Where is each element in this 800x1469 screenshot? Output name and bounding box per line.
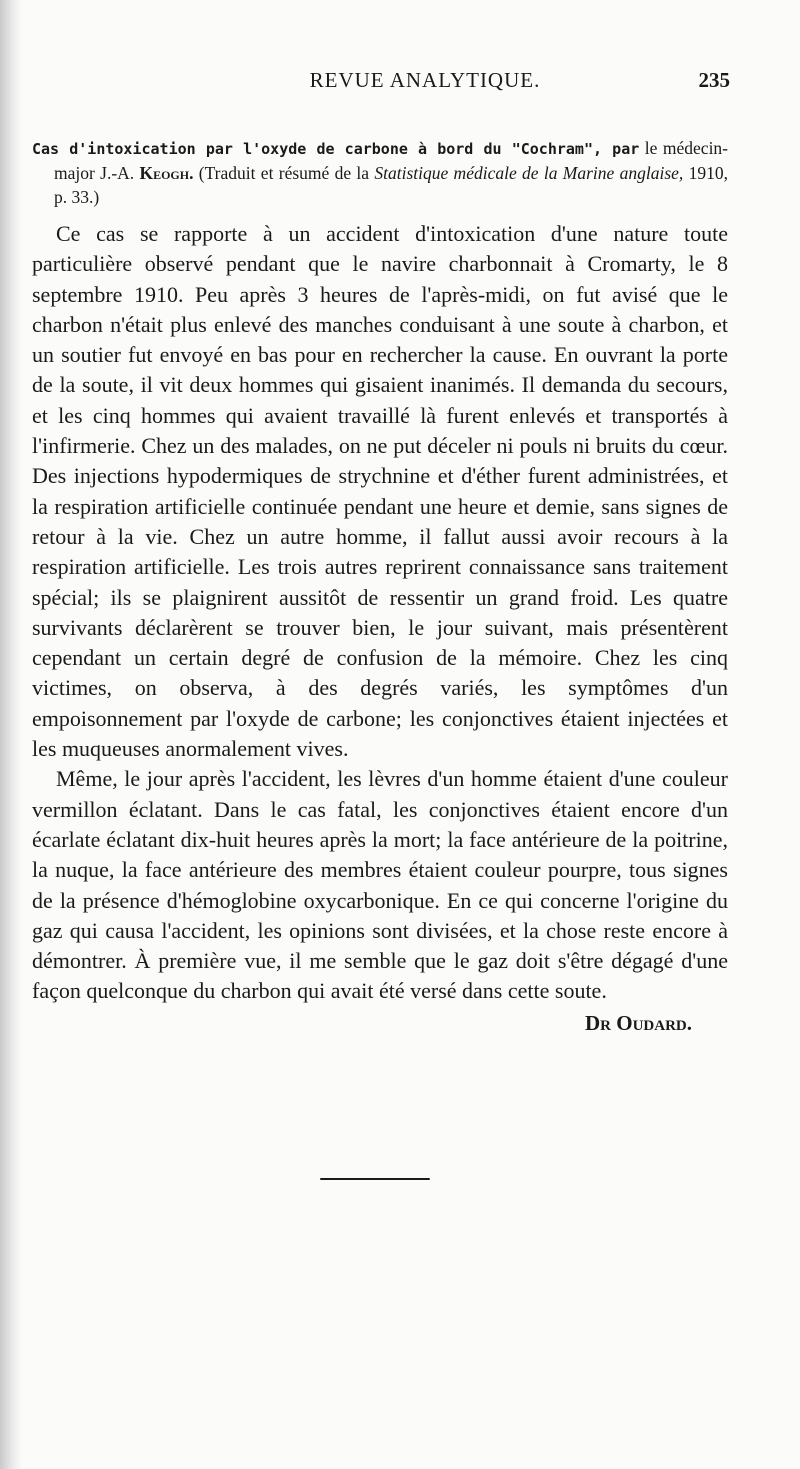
running-title: REVUE ANALYTIQUE.: [309, 68, 541, 92]
article-source-prefix: (Traduit et résumé de la: [193, 163, 375, 183]
closing-rule: [320, 1178, 430, 1180]
article-author-prefix: le médecin-major J.-A.: [54, 138, 729, 183]
page-edge-shadow: [0, 0, 22, 1469]
article-source-suffix: 1910, p. 33.): [54, 163, 728, 207]
signature: Dr Oudard.: [585, 1010, 692, 1035]
paragraph-2: Même, le jour après l'accident, les lèvres d'un homme étaient d'une couleur vermillon éclatant. Dans le cas fatal, les conjonctives étaient encore d'un écarlate éclatant dix-huit heures après la mort; la face antérieure de la poitrine, la nuque, la face antérieure des membres étaient couleur pourpre, tous signes de la présence d'hémoglobine oxycarbonique. En ce qui concerne l'origine du gaz qui causa l'accident, les opinions sont divisées, et la chose reste encore à démontrer. À première vue, il me semble que le gaz doit s'être dégagé d'une façon quelconque du charbon qui avait été versé dans cette soute.: [32, 766, 728, 1004]
page-header: [60, 68, 730, 98]
article-title: [32, 136, 728, 209]
article: [32, 136, 728, 1036]
paragraph-1: Ce cas se rapporte à un accident d'intoxication d'une nature toute particulière observé pendant que le navire charbonnait à Cromarty, le 8 septembre 1910. Peu après 3 heures de l'après-midi, on fut avisé que le charbon n'était plus enlevé des manches conduisant à une soute à charbon, et un soutier fut envoyé en bas pour en rechercher la cause. En ouvrant la porte de la soute, il vit deux hommes qui gisaient inanimés. Il demanda du secours, et les cinq hommes qui avaient travaillé là furent enlevés et transportés à l'infirmerie. Chez un des malades, on ne put déceler ni pouls ni bruits du cœur. Des injections hypodermiques de strychnine et d'éther furent administrées, et la respiration artificielle continuée pendant une heure et demie, sans signes de retour à la vie. Chez un autre homme, il fallut aussi avoir recours à la respiration artificielle. Les trois autres reprirent connaissance sans traitement spécial; ils se plaignirent aussitôt de ressentir un grand froid. Les quatre survivants déclarèrent se trouver bien, le jour suivant, mais présentèrent cependant un certain degré de confusion de la mémoire. Chez les cinq victimes, on observa, à des degrés variés, les symptômes d'un empoisonnement par l'oxyde de carbone; les conjonctives étaient injectées et les muqueuses anormalement vives.: [32, 221, 728, 762]
article-title-main: Cas d'intoxication par l'oxyde de carbone à bord du "Cochram", par: [32, 140, 640, 158]
article-author-name: Keogh.: [139, 163, 194, 183]
article-source-title: Statistique médicale de la Marine anglaise,: [374, 163, 684, 183]
page-number: 235: [698, 68, 730, 92]
